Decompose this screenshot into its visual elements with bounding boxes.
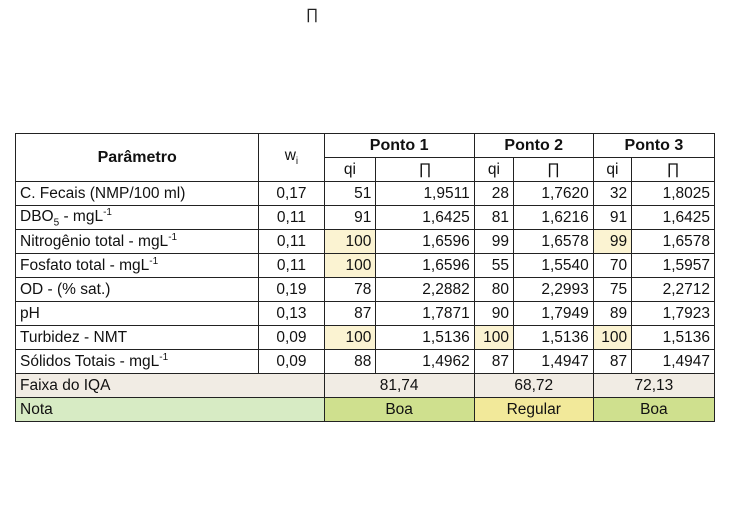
param-main: Fosfato total - mgL xyxy=(20,257,150,275)
nota-row xyxy=(16,398,715,422)
weight-cell: 0,09 xyxy=(259,326,324,350)
ponto-1-header: Ponto 1 xyxy=(324,134,474,158)
pi-cell: 1,4947 xyxy=(632,350,715,374)
pi-cell: 1,6425 xyxy=(632,206,715,230)
param-main: Sólidos Totais - mgL xyxy=(20,353,160,371)
param-sup: -1 xyxy=(103,206,112,218)
parameter-cell xyxy=(16,254,259,278)
nota-label: Nota xyxy=(16,398,325,422)
qi-cell: 51 xyxy=(324,182,376,206)
pi-cell: 1,5136 xyxy=(514,326,594,350)
faixa-ponto-1: 81,74 xyxy=(324,374,474,398)
qi-cell: 99 xyxy=(474,230,513,254)
pi-cell: 1,7620 xyxy=(514,182,594,206)
param-sup: -1 xyxy=(159,351,169,363)
parameter-cell xyxy=(16,350,259,374)
qi-header: qi xyxy=(474,158,513,182)
qi-cell: 89 xyxy=(593,302,631,326)
qi-cell: 78 xyxy=(324,278,376,302)
qi-cell: 100 xyxy=(324,230,376,254)
nota-ponto-3: Boa xyxy=(593,398,714,422)
qi-cell: 87 xyxy=(474,350,513,374)
qi-cell: 100 xyxy=(474,326,513,350)
table-row xyxy=(16,230,715,254)
pi-cell: 1,7871 xyxy=(376,302,474,326)
table-row xyxy=(16,278,715,302)
param-sub: 5 xyxy=(53,217,60,229)
qi-cell: 28 xyxy=(474,182,513,206)
qi-cell: 70 xyxy=(593,254,631,278)
parameter-cell: Turbidez - NMT xyxy=(16,326,259,350)
param-sup: -1 xyxy=(149,255,159,267)
pi-cell: 1,6425 xyxy=(376,206,474,230)
w-sub: i xyxy=(295,156,299,168)
qi-cell: 87 xyxy=(324,302,376,326)
pi-cell: 1,6216 xyxy=(514,206,594,230)
qi-cell: 100 xyxy=(324,254,376,278)
pi-cell: 1,6596 xyxy=(376,230,474,254)
qi-header: qi xyxy=(593,158,631,182)
qi-cell: 100 xyxy=(324,326,376,350)
pi-cell: 2,2993 xyxy=(514,278,594,302)
qi-cell: 32 xyxy=(593,182,631,206)
pi-cell: 1,9511 xyxy=(376,182,474,206)
ponto-2-header: Ponto 2 xyxy=(474,134,593,158)
weight-cell: 0,11 xyxy=(259,230,324,254)
pi-cell: 2,2882 xyxy=(376,278,474,302)
pi-cell: 1,4947 xyxy=(514,350,594,374)
w-label: w xyxy=(284,147,296,165)
pi-cell: 1,5136 xyxy=(376,326,474,350)
parameter-cell xyxy=(16,230,259,254)
pi-header: ∏ xyxy=(514,158,594,182)
qi-cell: 99 xyxy=(593,230,631,254)
parameter-cell: C. Fecais (NMP/100 ml) xyxy=(16,182,259,206)
nota-ponto-1: Boa xyxy=(324,398,474,422)
qi-cell: 81 xyxy=(474,206,513,230)
parameter-cell: pH xyxy=(16,302,259,326)
qi-cell: 91 xyxy=(593,206,631,230)
weight-cell: 0,13 xyxy=(259,302,324,326)
header-row-1 xyxy=(16,134,715,158)
table-row xyxy=(16,254,715,278)
weight-cell: 0,11 xyxy=(259,206,324,230)
qi-cell: 87 xyxy=(593,350,631,374)
table-row xyxy=(16,302,715,326)
pi-header: ∏ xyxy=(632,158,715,182)
table-row xyxy=(16,326,715,350)
weight-cell: 0,19 xyxy=(259,278,324,302)
pi-symbol: ∏ xyxy=(306,6,319,23)
pi-cell: 1,5957 xyxy=(632,254,715,278)
pi-header: ∏ xyxy=(376,158,474,182)
pi-cell: 2,2712 xyxy=(632,278,715,302)
param-sup: -1 xyxy=(168,231,178,243)
weight-cell: 0,17 xyxy=(259,182,324,206)
qi-cell: 55 xyxy=(474,254,513,278)
param-unit: - mgL xyxy=(63,208,104,226)
pi-cell: 1,5540 xyxy=(514,254,594,278)
w-header xyxy=(259,134,324,182)
iqa-table xyxy=(15,133,715,422)
weight-cell: 0,09 xyxy=(259,350,324,374)
faixa-row xyxy=(16,374,715,398)
table-row xyxy=(16,206,715,230)
qi-header: qi xyxy=(324,158,376,182)
parametro-header: Parâmetro xyxy=(16,134,259,182)
parameter-cell xyxy=(16,206,259,230)
faixa-ponto-3: 72,13 xyxy=(593,374,714,398)
table-row xyxy=(16,182,715,206)
qi-cell: 80 xyxy=(474,278,513,302)
weight-cell: 0,11 xyxy=(259,254,324,278)
pi-cell: 1,7949 xyxy=(514,302,594,326)
table-row xyxy=(16,350,715,374)
qi-cell: 90 xyxy=(474,302,513,326)
faixa-ponto-2: 68,72 xyxy=(474,374,593,398)
pi-cell: 1,6578 xyxy=(632,230,715,254)
param-main: DBO xyxy=(20,208,54,226)
qi-cell: 91 xyxy=(324,206,376,230)
qi-cell: 88 xyxy=(324,350,376,374)
param-main: Nitrogênio total - mgL xyxy=(20,233,169,251)
pi-cell: 1,7923 xyxy=(632,302,715,326)
pi-cell: 1,5136 xyxy=(632,326,715,350)
nota-ponto-2: Regular xyxy=(474,398,593,422)
pi-cell: 1,6596 xyxy=(376,254,474,278)
parameter-cell: OD - (% sat.) xyxy=(16,278,259,302)
qi-cell: 75 xyxy=(593,278,631,302)
ponto-3-header: Ponto 3 xyxy=(593,134,714,158)
qi-cell: 100 xyxy=(593,326,631,350)
pi-cell: 1,8025 xyxy=(632,182,715,206)
pi-cell: 1,6578 xyxy=(514,230,594,254)
pi-cell: 1,4962 xyxy=(376,350,474,374)
faixa-label: Faixa do IQA xyxy=(16,374,325,398)
